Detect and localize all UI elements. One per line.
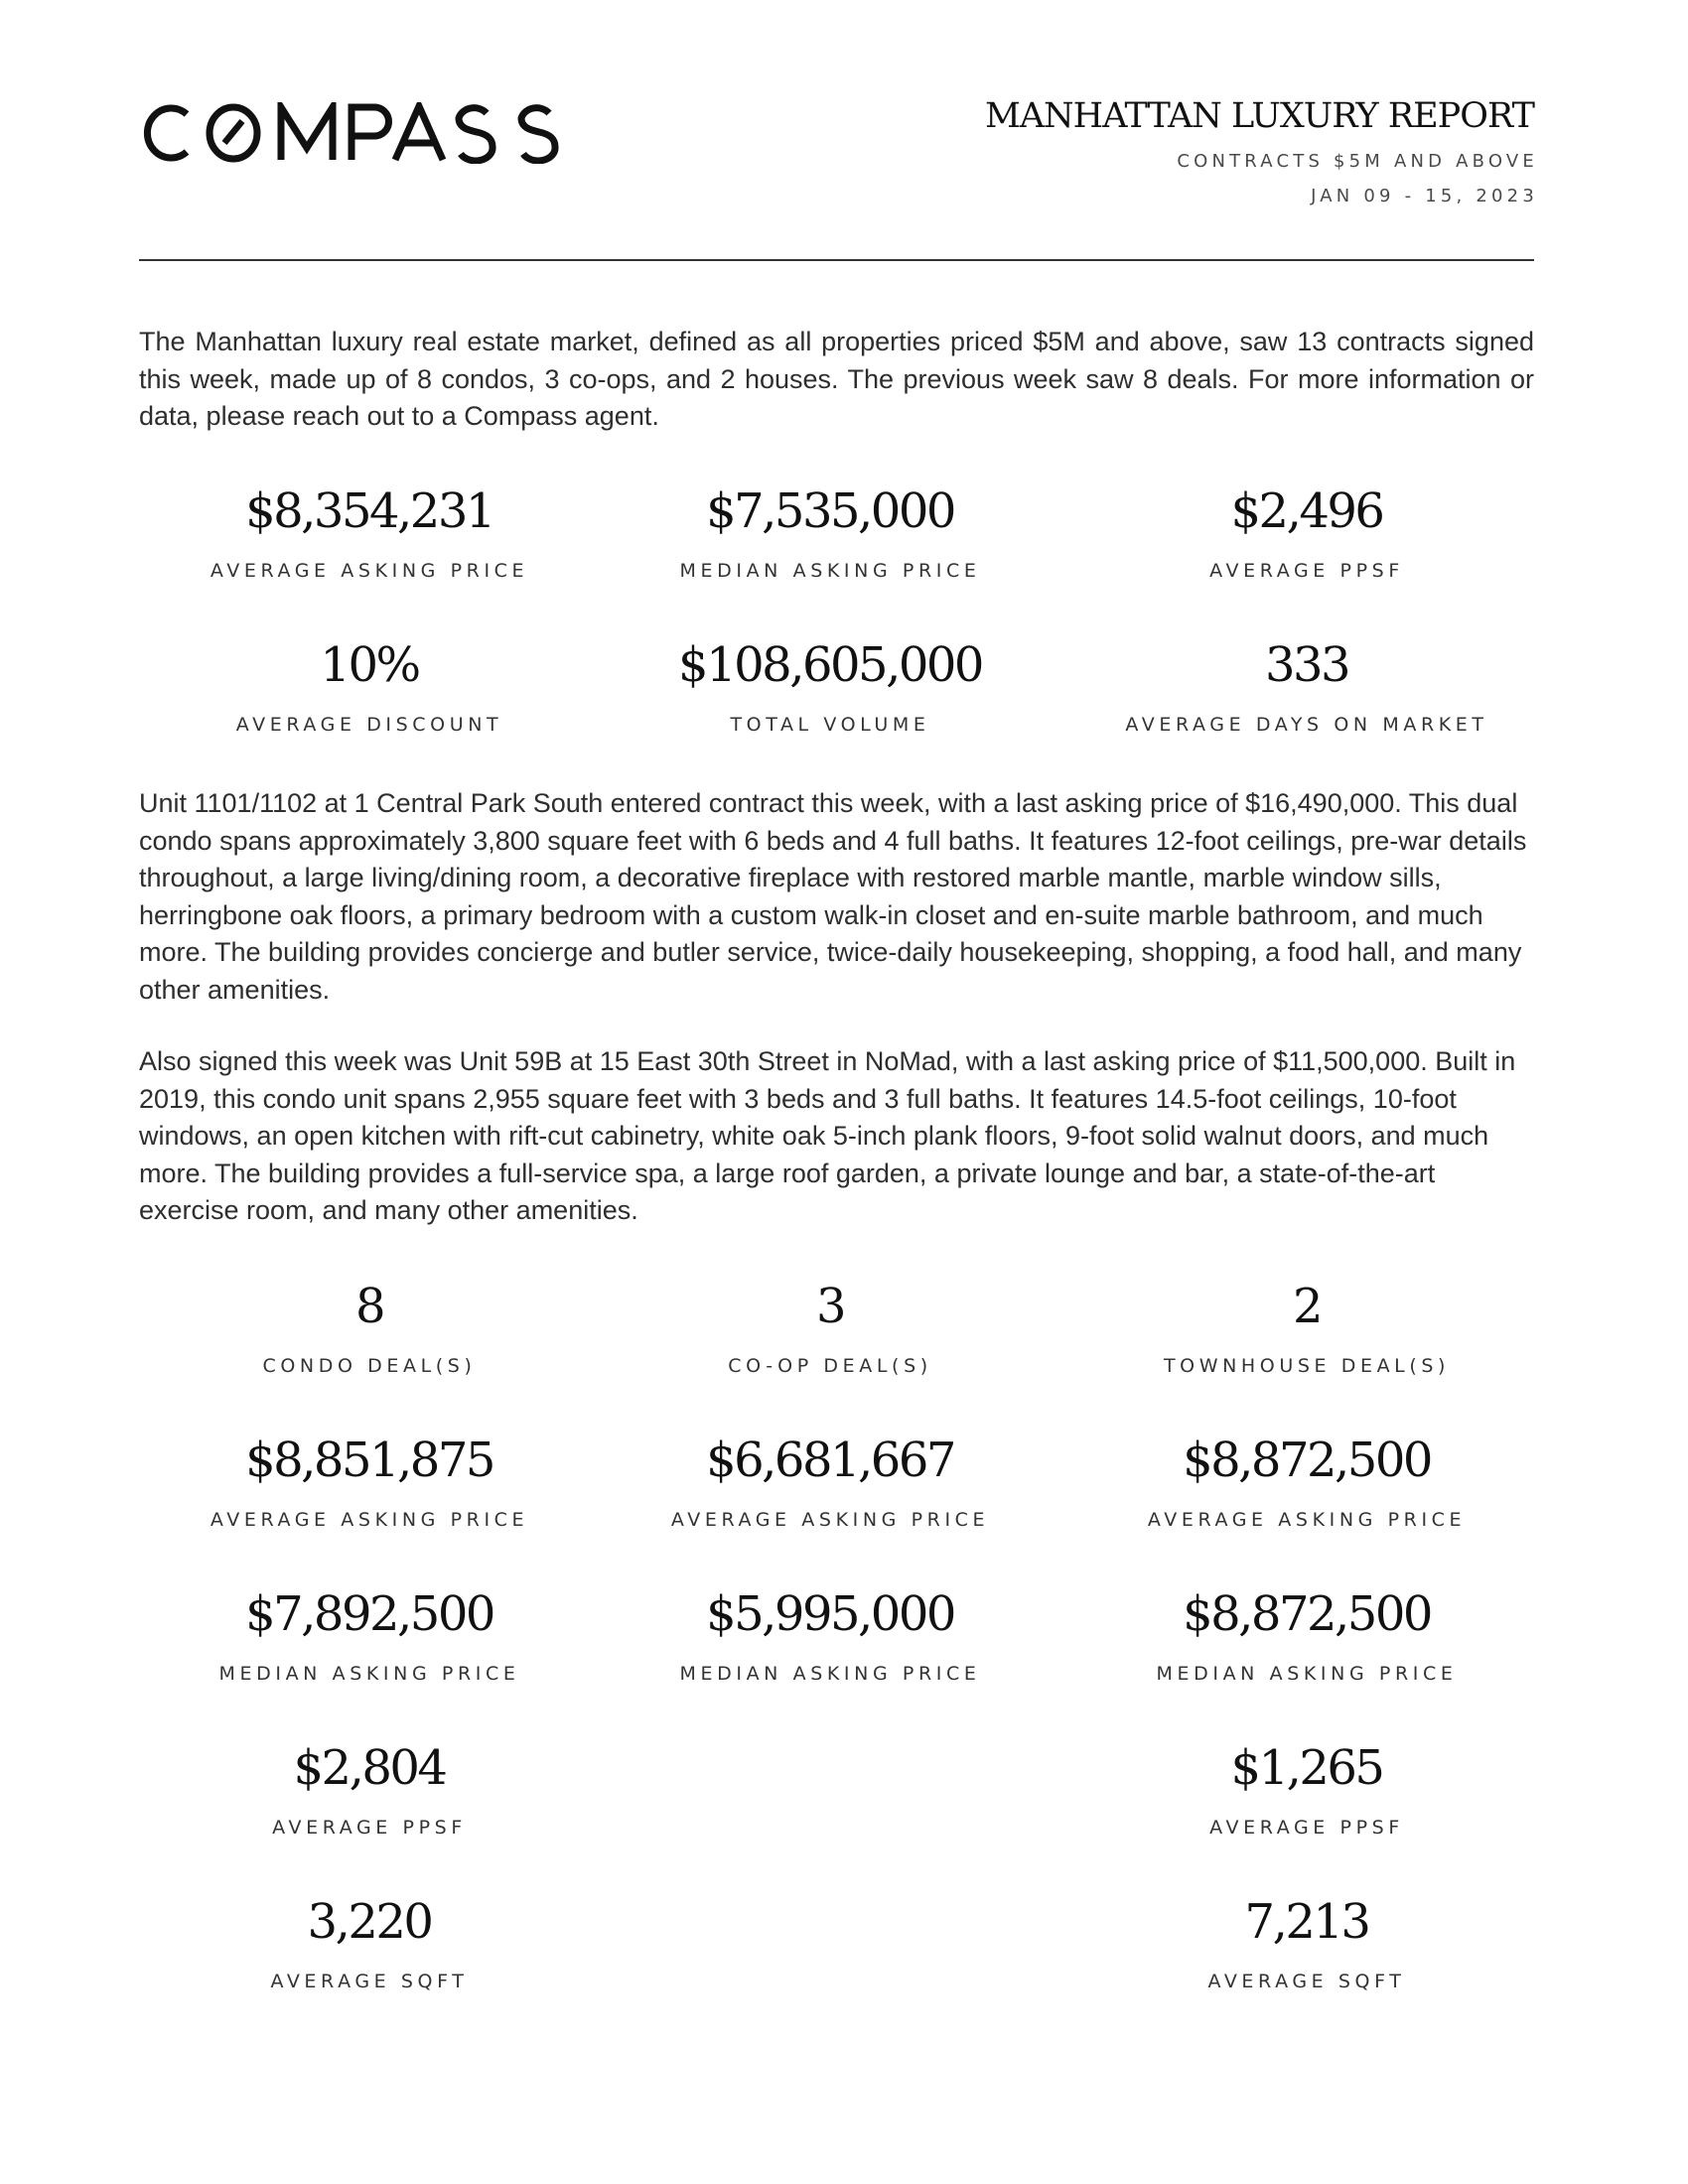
stat-value: $6,681,667 [706, 1433, 954, 1488]
stat-value: $7,892,500 [245, 1586, 493, 1642]
stat-value: $5,995,000 [706, 1586, 954, 1642]
stat-value: 3 [815, 1279, 845, 1334]
coop-deals [602, 1279, 1058, 1377]
report-header [984, 96, 1538, 206]
report-page [139, 0, 1538, 2184]
stat-value: $8,872,500 [1183, 1433, 1431, 1488]
stat-label: AVERAGE PPSF [1209, 1817, 1404, 1839]
stat-value: 2 [1292, 1279, 1322, 1334]
stat-label: MEDIAN ASKING PRICE [679, 560, 981, 582]
stat-label: AVERAGE DAYS ON MARKET [1125, 714, 1488, 736]
stat-label: AVERAGE ASKING PRICE [210, 1509, 529, 1531]
stat-value: $8,354,231 [245, 483, 493, 539]
stat-label: AVERAGE SQFT [270, 1971, 469, 1992]
stat-value: $108,605,000 [678, 637, 982, 693]
stat-label: AVERAGE ASKING PRICE [210, 560, 529, 582]
stat-value: $8,851,875 [245, 1433, 493, 1488]
condo-average-asking-price [141, 1433, 598, 1531]
stat-label: AVERAGE PPSF [272, 1817, 467, 1839]
intro-paragraph: The Manhattan luxury real estate market, defined as all properties priced $5M and above, saw 13 contracts signed this week, made up of 8 condos, 3 co-ops, and 2 houses. The previous week saw 8 deals. For more information or data, please reach out to a Compass agent. [139, 327, 1534, 431]
stat-label: MEDIAN ASKING PRICE [218, 1663, 520, 1685]
stat-average-asking-price [141, 483, 598, 582]
stat-label: MEDIAN ASKING PRICE [679, 1663, 981, 1685]
stat-value: $2,496 [1230, 483, 1383, 539]
condo-average-ppsf [141, 1740, 598, 1839]
stat-label: TOTAL VOLUME [730, 714, 930, 736]
stat-average-days-on-market [1078, 637, 1535, 736]
stat-label: TOWNHOUSE DEAL(S) [1163, 1355, 1451, 1377]
stat-label: AVERAGE PPSF [1209, 560, 1404, 582]
stat-value: 7,213 [1244, 1894, 1369, 1950]
stat-value: $2,804 [293, 1740, 446, 1796]
townhouse-deals [1078, 1279, 1535, 1377]
stat-value: $1,265 [1230, 1740, 1383, 1796]
stat-label: AVERAGE ASKING PRICE [1147, 1509, 1467, 1531]
stat-label: MEDIAN ASKING PRICE [1156, 1663, 1458, 1685]
townhouse-median-asking-price [1078, 1586, 1535, 1685]
stat-label: AVERAGE ASKING PRICE [670, 1509, 990, 1531]
condo-average-sqft [141, 1894, 598, 1992]
condo-median-asking-price [141, 1586, 598, 1685]
stat-value: 8 [354, 1279, 384, 1334]
townhouse-average-ppsf [1078, 1740, 1535, 1839]
stat-average-discount [141, 637, 598, 736]
report-date-range: JAN 09 - 15, 2023 [1311, 186, 1538, 206]
highlight-paragraph-2: Also signed this week was Unit 59B at 15 East 30th Street in NoMad, with a last asking price of $11,500,000. Built in 2019, this condo unit spans 2,955 square feet with 3 beds and 3 full baths. It features 14.5-foot ceilings, 10-foot windows, an open kitchen with rift-cut cabinetry, white oak 5-inch plank floors, 9-foot solid walnut doors, and much more. The building provides a full-service spa, a large roof garden, a private lounge and bar, a state-of-the-art exercise room, and many other amenities. [139, 1046, 1516, 1225]
report-subtitle: CONTRACTS $5M AND ABOVE [1177, 151, 1538, 172]
stat-label: AVERAGE DISCOUNT [235, 714, 503, 736]
compass-logo [139, 102, 561, 164]
compass-wordmark-icon [139, 102, 561, 164]
stat-value: 10% [320, 637, 419, 693]
highlight-paragraph-1: Unit 1101/1102 at 1 Central Park South entered contract this week, with a last asking price of $16,490,000. This dual condo spans approximately 3,800 square feet with 6 beds and 4 full baths. It features 12-foot ceilings, pre-war details throughout, a large living/dining room, a decorative fireplace with restored marble mantle, marble window sills, herringbone oak floors, a primary bedroom with a custom walk-in closet and en-suite marble bathroom, and much more. The building provides concierge and butler service, twice-daily housekeeping, shopping, a food hall, and many other amenities. [139, 788, 1527, 1005]
stat-value: 333 [1264, 637, 1349, 693]
stat-value: 3,220 [307, 1894, 432, 1950]
stat-label: CO-OP DEAL(S) [728, 1355, 932, 1377]
stat-label: CONDO DEAL(S) [262, 1355, 477, 1377]
stat-total-volume [602, 637, 1058, 736]
townhouse-average-asking-price [1078, 1433, 1535, 1531]
coop-median-asking-price [602, 1586, 1058, 1685]
stat-label: AVERAGE SQFT [1207, 1971, 1406, 1992]
coop-average-asking-price [602, 1433, 1058, 1531]
stat-value: $8,872,500 [1183, 1586, 1431, 1642]
stat-median-asking-price [602, 483, 1058, 582]
stat-value: $7,535,000 [706, 483, 954, 539]
condo-deals [141, 1279, 598, 1377]
stat-average-ppsf [1078, 483, 1535, 582]
report-title: MANHATTAN LUXURY REPORT [984, 96, 1534, 136]
header-divider [139, 259, 1534, 261]
townhouse-average-sqft [1078, 1894, 1535, 1992]
